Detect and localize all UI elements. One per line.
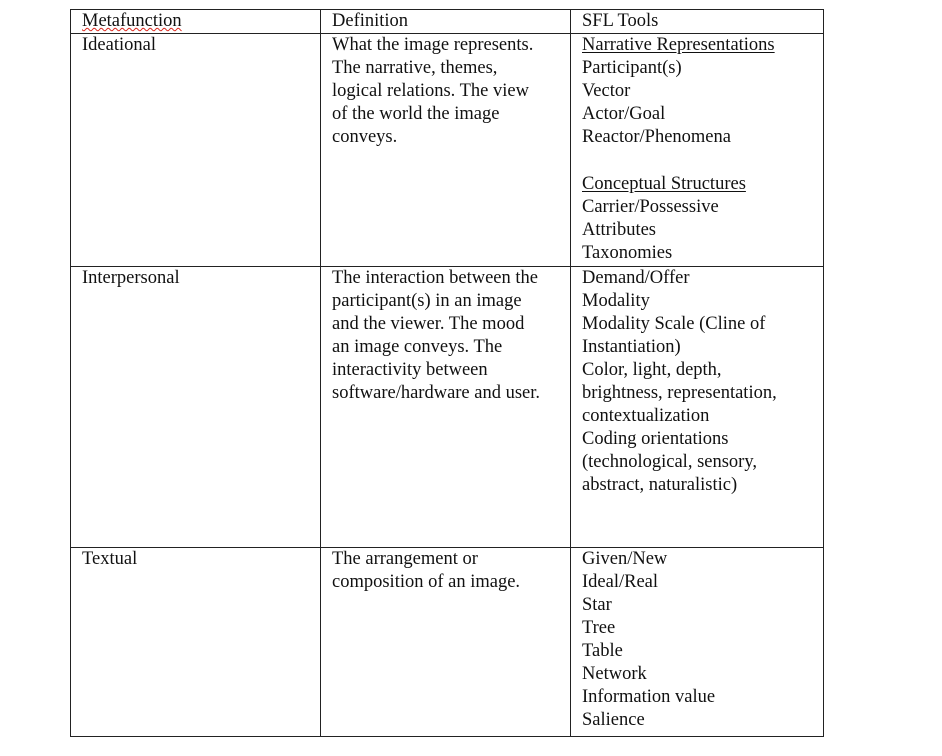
table-row-ideational: [71, 34, 824, 267]
definition-line: of the world the image: [332, 104, 500, 124]
definition-line: conveys.: [332, 127, 398, 147]
table-row-textual: [71, 548, 824, 737]
cell-definition-ideational: [321, 34, 571, 267]
tool-item: Color, light, depth,: [582, 360, 722, 380]
cell-metafunction-textual: [71, 548, 321, 737]
metafunction-label: Ideational: [82, 35, 156, 55]
tool-item: Star: [582, 595, 612, 615]
table-row-header: [71, 10, 824, 34]
tool-item: Modality: [582, 291, 650, 311]
definition-line: The narrative, themes,: [332, 58, 498, 78]
cell-tools-ideational: [571, 34, 824, 267]
tool-item: Salience: [582, 710, 645, 730]
metafunction-label: Textual: [82, 549, 138, 569]
definition-line: interactivity between: [332, 360, 488, 380]
definition-line: logical relations. The view: [332, 81, 529, 101]
tool-item: Demand/Offer: [582, 268, 690, 288]
tool-item: contextualization: [582, 406, 710, 426]
definition-line: The interaction between the: [332, 268, 538, 288]
tool-item: Given/New: [582, 549, 668, 569]
tool-item: Attributes: [582, 220, 656, 240]
metafunction-label: Interpersonal: [82, 268, 180, 288]
table-row-interpersonal: [71, 267, 824, 548]
definition-line: software/hardware and user.: [332, 383, 541, 403]
cell-metafunction-interpersonal: [71, 267, 321, 548]
tool-item: Table: [582, 641, 623, 661]
cell-metafunction-ideational: [71, 34, 321, 267]
tool-item: Modality Scale (Cline of: [582, 314, 766, 334]
tool-item: Reactor/Phenomena: [582, 127, 731, 147]
definition-line: an image conveys. The: [332, 337, 503, 357]
tool-item: Participant(s): [582, 58, 682, 78]
header-sfl-tools: SFL Tools: [582, 11, 659, 31]
cell-tools-interpersonal: [571, 267, 824, 548]
header-cell-metafunction: [71, 10, 321, 34]
definition-line: What the image represents.: [332, 35, 534, 55]
tool-item: brightness, representation,: [582, 383, 777, 403]
definition-line: participant(s) in an image: [332, 291, 522, 311]
definition-line: and the viewer. The mood: [332, 314, 525, 334]
definition-line: composition of an image.: [332, 572, 521, 592]
header-cell-definition: [321, 10, 571, 34]
spacer: [582, 149, 823, 173]
tools-heading-narrative: Narrative Representations: [582, 35, 775, 55]
tool-item: Information value: [582, 687, 716, 707]
cell-tools-textual: [571, 548, 824, 737]
tools-heading-conceptual: Conceptual Structures: [582, 174, 746, 194]
header-definition: Definition: [332, 11, 409, 31]
tool-item: Taxonomies: [582, 243, 673, 263]
header-cell-tools: [571, 10, 824, 34]
tool-item: Actor/Goal: [582, 104, 666, 124]
tool-item: Ideal/Real: [582, 572, 659, 592]
tool-item: Carrier/Possessive: [582, 197, 719, 217]
tool-item: Instantiation): [582, 337, 681, 357]
tool-item: Network: [582, 664, 647, 684]
tool-item: Coding orientations: [582, 429, 729, 449]
tool-item: (technological, sensory,: [582, 452, 758, 472]
tool-item: Tree: [582, 618, 616, 638]
definition-line: The arrangement or: [332, 549, 478, 569]
tool-item: Vector: [582, 81, 631, 101]
cell-definition-textual: [321, 548, 571, 737]
cell-definition-interpersonal: [321, 267, 571, 548]
header-metafunction: Metafunction: [82, 11, 182, 31]
tool-item: abstract, naturalistic): [582, 475, 738, 495]
sfl-metafunction-table: [70, 9, 824, 737]
